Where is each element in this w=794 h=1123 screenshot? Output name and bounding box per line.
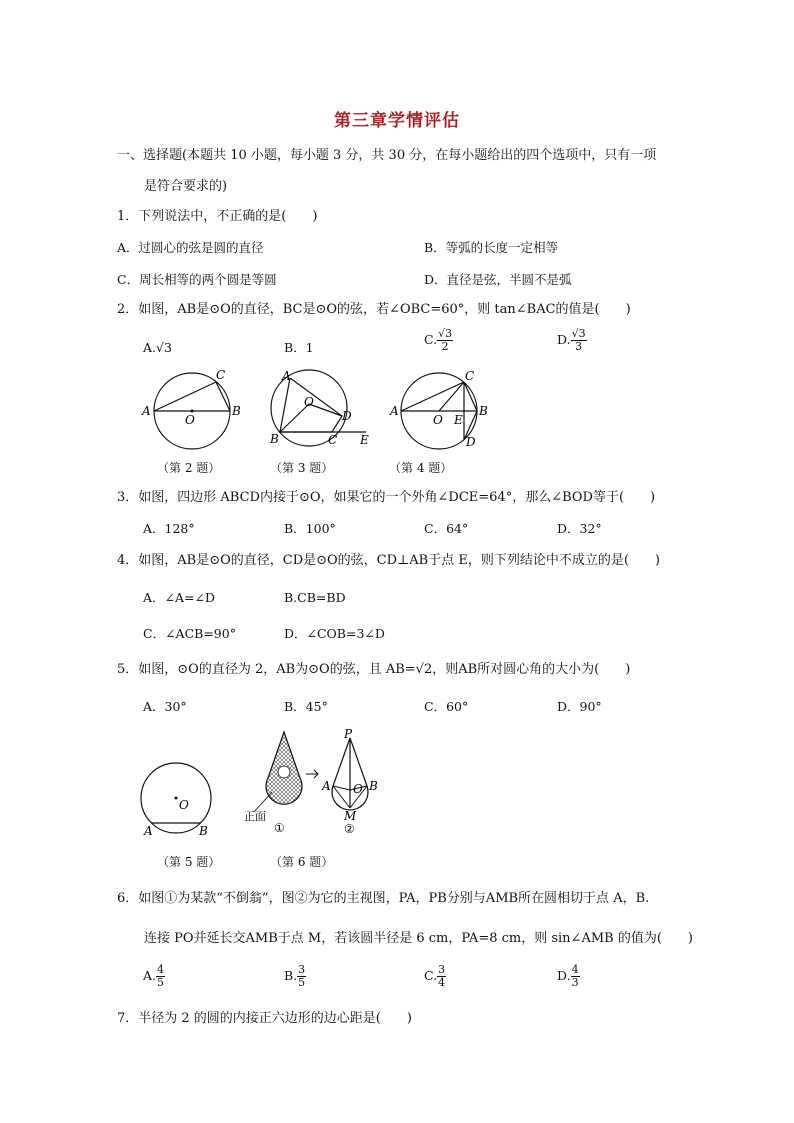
segment-oc [439, 382, 464, 411]
tumbler-face-icon [278, 766, 290, 778]
option-d-prefix: D. [557, 332, 571, 347]
figure-q6 [240, 726, 390, 838]
label-b: B [232, 404, 241, 418]
option-b-fraction [297, 964, 306, 989]
fraction-numerator: 4 [571, 963, 579, 976]
question-5-option-a: A．30° [143, 699, 187, 714]
pointer-line [254, 792, 272, 812]
option-c-fraction [437, 964, 446, 989]
option-a-prefix: A. [143, 340, 157, 355]
option-b-prefix: B. [284, 968, 298, 983]
question-6-stem-cont: 连接 PO并延长交AMB于点 M，若该圆半径是 6 cm，PA=8 cm，则 sin∠AMB 的值为( ) [144, 931, 693, 946]
figure-q5 [138, 760, 228, 840]
question-3-option-a: A．128° [143, 521, 195, 536]
option-c-fraction [437, 328, 453, 353]
question-1-option-d: D．直径是弦，半圆不是弧 [424, 272, 572, 287]
question-7-stem: 7．半径为 2 的圆的内接正六边形的边心距是( ) [117, 1011, 412, 1026]
question-6-option-d [557, 964, 580, 989]
fraction-denominator: 3 [575, 340, 583, 353]
question-4-option-b: B.CB=BD [284, 590, 346, 605]
fraction-denominator: 2 [441, 340, 449, 353]
question-6-stem: 6．如图①为某款“不倒翁”，图②为它的主视图，PA，PB分别与AMB所在圆相切于点 A，B. [117, 891, 650, 906]
label-c: C [328, 433, 338, 447]
question-5-option-b: B．45° [284, 699, 328, 714]
caption-q6: （第 6 题） [270, 855, 334, 869]
fraction-denominator: 4 [438, 976, 446, 989]
caption-q2: （第 2 题） [157, 461, 221, 475]
label-o: O [304, 395, 314, 409]
question-1-option-a: A．过圆心的弦是圆的直径 [117, 240, 264, 255]
option-d-fraction [571, 328, 587, 353]
option-a-prefix: A. [143, 968, 157, 983]
label-o: O [433, 413, 443, 427]
label-p: P [344, 727, 353, 741]
question-3-stem: 3．如图，四边形 ABCD内接于⊙O，如果它的一个外角∠DCE=64°，那么∠BOD等于( ) [117, 490, 656, 505]
question-2-option-c [424, 328, 453, 353]
option-c-prefix: C. [424, 968, 438, 983]
question-3-option-c: C．64° [424, 521, 469, 536]
question-6-option-c [424, 964, 446, 989]
page-title: 第三章学情评估 [334, 111, 460, 131]
center-point [175, 797, 178, 800]
question-4-option-d: D．∠COB=3∠D [284, 626, 385, 641]
question-6-option-a [143, 964, 165, 989]
label-front: 正面 [244, 810, 266, 823]
segment-cb [216, 382, 230, 411]
section-heading: 一、选择题(本题共 10 小题，每小题 3 分，共 30 分，在每小题给出的四个选项中，只有一项 [117, 148, 657, 163]
question-1-option-c: C．周长相等的两个圆是等圆 [117, 272, 277, 287]
label-figure-2: ② [344, 822, 355, 836]
option-a-value: √3 [156, 340, 172, 355]
question-1-stem: 1．下列说法中，不正确的是( ) [117, 209, 318, 224]
label-d: D [466, 435, 476, 449]
option-d-fraction [571, 964, 580, 989]
question-4-option-c: C．∠ACB=90° [143, 626, 236, 641]
segment-od [309, 404, 342, 416]
label-c: C [465, 369, 475, 383]
question-5-option-c: C．60° [424, 699, 469, 714]
label-m: M [344, 809, 357, 823]
caption-q3: （第 3 题） [270, 461, 334, 475]
label-a: A [282, 369, 291, 383]
label-figure-1: ① [274, 821, 285, 835]
question-1-option-b: B．等弧的长度一定相等 [424, 240, 559, 255]
figure-q2 [140, 366, 250, 456]
fraction-numerator: √3 [571, 327, 586, 340]
label-d: D [342, 409, 352, 423]
arrow-icon [306, 770, 318, 778]
fraction-numerator: 4 [157, 963, 165, 976]
fraction-numerator: 3 [438, 963, 446, 976]
question-3-option-d: D．32° [557, 521, 602, 536]
section-heading-cont: 是符合要求的) [144, 179, 228, 194]
figure-q4 [392, 366, 502, 456]
fraction-numerator: √3 [438, 327, 453, 340]
label-b: B [479, 404, 488, 418]
option-c-prefix: C. [424, 332, 438, 347]
label-c: C [216, 368, 226, 382]
fraction-denominator: 5 [298, 976, 306, 989]
label-b: B [199, 824, 208, 838]
question-4-stem: 4．如图，AB是⊙O的直径，CD是⊙O的弦，CD⊥AB于点 E，则下列结论中不成立的是( ) [117, 553, 660, 568]
caption-q5: （第 5 题） [157, 855, 221, 869]
label-a: A [390, 404, 399, 418]
segment-cb [464, 382, 477, 411]
question-2-option-a [143, 340, 172, 356]
option-a-fraction [156, 964, 165, 989]
tangent-pa [333, 738, 350, 786]
question-2-option-d [557, 328, 587, 353]
label-e: E [454, 413, 463, 427]
question-2-stem: 2．如图，AB是⊙O的直径，BC是⊙O的弦，若∠OBC=60°，则 tan∠BAC的值是( ) [117, 302, 631, 317]
question-3-option-b: B．100° [284, 521, 336, 536]
label-o: O [353, 782, 363, 796]
label-o: O [185, 413, 195, 427]
figure-q3 [262, 366, 382, 456]
question-2-option-b: B．1 [284, 340, 314, 355]
label-a: A [322, 779, 331, 793]
question-6-option-b [284, 964, 306, 989]
option-d-prefix: D. [557, 968, 571, 983]
label-b: B [270, 432, 279, 446]
question-4-option-a: A．∠A=∠D [143, 590, 215, 605]
caption-q4: （第 4 题） [389, 461, 453, 475]
question-5-option-d: D．90° [557, 699, 602, 714]
label-a: A [144, 824, 153, 838]
question-5-stem: 5．如图，⊙O的直径为 2，AB为⊙O的弦，且 AB=√2，则AB所对圆心角的大小为( ) [117, 662, 631, 677]
label-e: E [360, 433, 369, 447]
fraction-denominator: 5 [157, 976, 165, 989]
fraction-denominator: 3 [571, 976, 579, 989]
tangent-pb [350, 738, 367, 786]
label-a: A [142, 404, 151, 418]
label-b: B [369, 779, 378, 793]
fraction-numerator: 3 [298, 963, 306, 976]
label-o: O [179, 798, 189, 812]
